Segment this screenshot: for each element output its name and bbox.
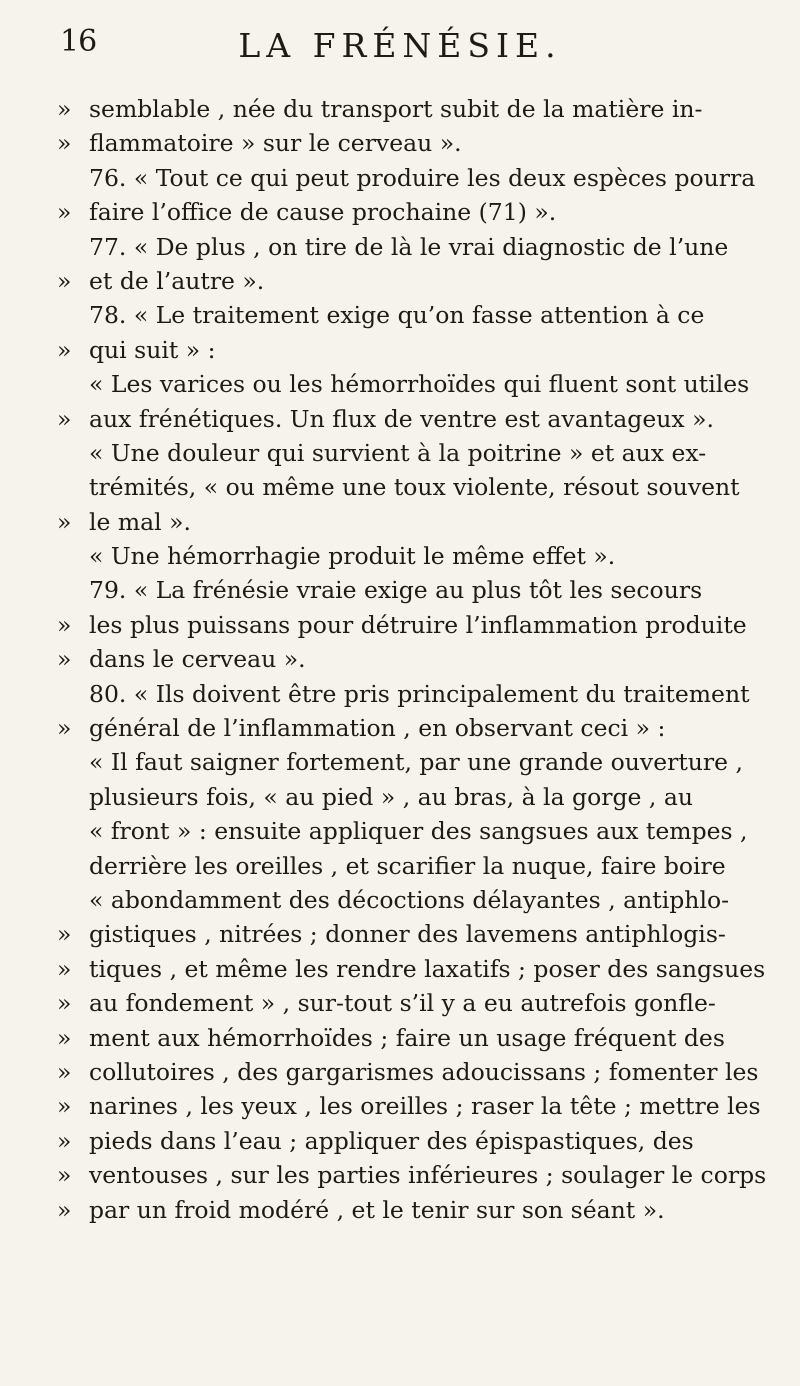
line-text: pieds dans l’eau ; appliquer des épispastiques, des <box>89 1126 694 1155</box>
text-line <box>57 92 773 126</box>
text-line <box>57 505 773 539</box>
line-text: qui suit » : <box>89 335 216 364</box>
line-text: 80. « Ils doivent être pris principalement du traitement <box>89 679 750 708</box>
line-text: « Une hémorrhagie produit le même effet ». <box>89 542 616 571</box>
text-line <box>57 264 773 298</box>
text-line <box>57 1193 773 1227</box>
line-text: général de l’inflammation , en observant ceci » : <box>89 714 666 743</box>
line-text: trémités, « ou même une toux violente, résout souvent <box>89 473 740 502</box>
line-text: 78. « Le traitement exige qu’on fasse attention à ce <box>89 301 705 330</box>
text-line <box>57 608 773 642</box>
quote-mark: » <box>57 1195 72 1224</box>
text-line <box>57 230 773 264</box>
line-text: 76. « Tout ce qui peut produire les deux espèces pourra <box>89 163 756 192</box>
quote-mark: » <box>57 1161 72 1190</box>
quote-mark: » <box>57 95 72 123</box>
line-text: narines , les yeux , les oreilles ; raser la tête ; mettre les <box>89 1092 761 1121</box>
line-text: collutoires , des gargarismes adoucissans ; fomenter les <box>89 1057 759 1086</box>
page-number: 16 <box>60 24 97 59</box>
quote-mark: » <box>57 989 72 1018</box>
line-text: « Une douleur qui survient à la poitrine » et aux ex- <box>89 438 707 467</box>
line-text: et de l’autre ». <box>89 266 265 295</box>
text-line <box>57 367 773 401</box>
text-line <box>57 1158 773 1192</box>
line-text: flammatoire » sur le cerveau ». <box>89 129 462 158</box>
text-line <box>57 161 773 195</box>
quote-mark: » <box>57 610 72 639</box>
text-line <box>57 1021 773 1055</box>
line-text: « Il faut saigner fortement, par une grande ouverture , <box>89 748 743 777</box>
line-text: « Les varices ou les hémorrhoïdes qui fluent sont utiles <box>89 370 750 399</box>
line-text: aux frénétiques. Un flux de ventre est avantageux ». <box>89 404 714 433</box>
line-text: faire l’office de cause prochaine (71) ». <box>89 198 557 227</box>
text-line <box>57 195 773 229</box>
text-line <box>57 986 773 1020</box>
line-text: le mal ». <box>89 507 192 536</box>
text-line <box>57 780 773 814</box>
text-line <box>57 333 773 367</box>
quote-mark: » <box>57 507 72 536</box>
line-text: les plus puissans pour détruire l’inflammation produite <box>89 610 747 639</box>
body-text <box>57 92 773 1227</box>
quote-mark: » <box>57 1023 72 1052</box>
quote-mark: » <box>57 645 72 674</box>
line-text: dans le cerveau ». <box>89 645 306 674</box>
line-text: « abondamment des décoctions délayantes , antiphlo- <box>89 885 730 914</box>
text-line <box>57 1055 773 1089</box>
running-title: LA FRÉNÉSIE. <box>238 26 562 65</box>
line-text: semblable , née du transport subit de la matière in- <box>89 95 703 123</box>
quote-mark: » <box>57 1126 72 1155</box>
line-text: « front » : ensuite appliquer des sangsues aux tempes , <box>89 817 748 846</box>
text-line <box>57 126 773 160</box>
line-text: plusieurs fois, « au pied » , au bras, à la gorge , au <box>89 782 693 811</box>
line-text: au fondement » , sur-tout s’il y a eu autrefois gonfle- <box>89 989 716 1018</box>
line-text: tiques , et même les rendre laxatifs ; poser des sangsues <box>89 954 766 983</box>
quote-mark: » <box>57 404 72 433</box>
line-text: 79. « La frénésie vraie exige au plus tôt les secours <box>89 576 703 605</box>
text-line <box>57 642 773 676</box>
page-header <box>0 18 800 78</box>
text-line <box>57 539 773 573</box>
quote-mark: » <box>57 129 72 158</box>
line-text: ment aux hémorrhoïdes ; faire un usage fréquent des <box>89 1023 725 1052</box>
quote-mark: » <box>57 714 72 743</box>
quote-mark: » <box>57 920 72 949</box>
text-line <box>57 402 773 436</box>
line-text: derrière les oreilles , et scarifier la nuque, faire boire <box>89 851 726 880</box>
line-text: ventouses , sur les parties inférieures ; soulager le corps <box>89 1161 767 1190</box>
quote-mark: » <box>57 266 72 295</box>
text-line <box>57 470 773 504</box>
line-text: gistiques , nitrées ; donner des lavemens antiphlogis- <box>89 920 726 949</box>
text-line <box>57 952 773 986</box>
text-line <box>57 711 773 745</box>
text-line <box>57 573 773 607</box>
line-text: par un froid modéré , et le tenir sur son séant ». <box>89 1195 665 1224</box>
line-text: 77. « De plus , on tire de là le vrai diagnostic de l’une <box>89 232 729 261</box>
quote-mark: » <box>57 1057 72 1086</box>
text-line <box>57 917 773 951</box>
text-line <box>57 814 773 848</box>
quote-mark: » <box>57 198 72 227</box>
text-line <box>57 1124 773 1158</box>
text-line <box>57 436 773 470</box>
text-line <box>57 677 773 711</box>
quote-mark: » <box>57 1092 72 1121</box>
text-line <box>57 849 773 883</box>
text-line <box>57 298 773 332</box>
quote-mark: » <box>57 335 72 364</box>
text-line <box>57 883 773 917</box>
text-line <box>57 1089 773 1123</box>
quote-mark: » <box>57 954 72 983</box>
text-line <box>57 745 773 779</box>
